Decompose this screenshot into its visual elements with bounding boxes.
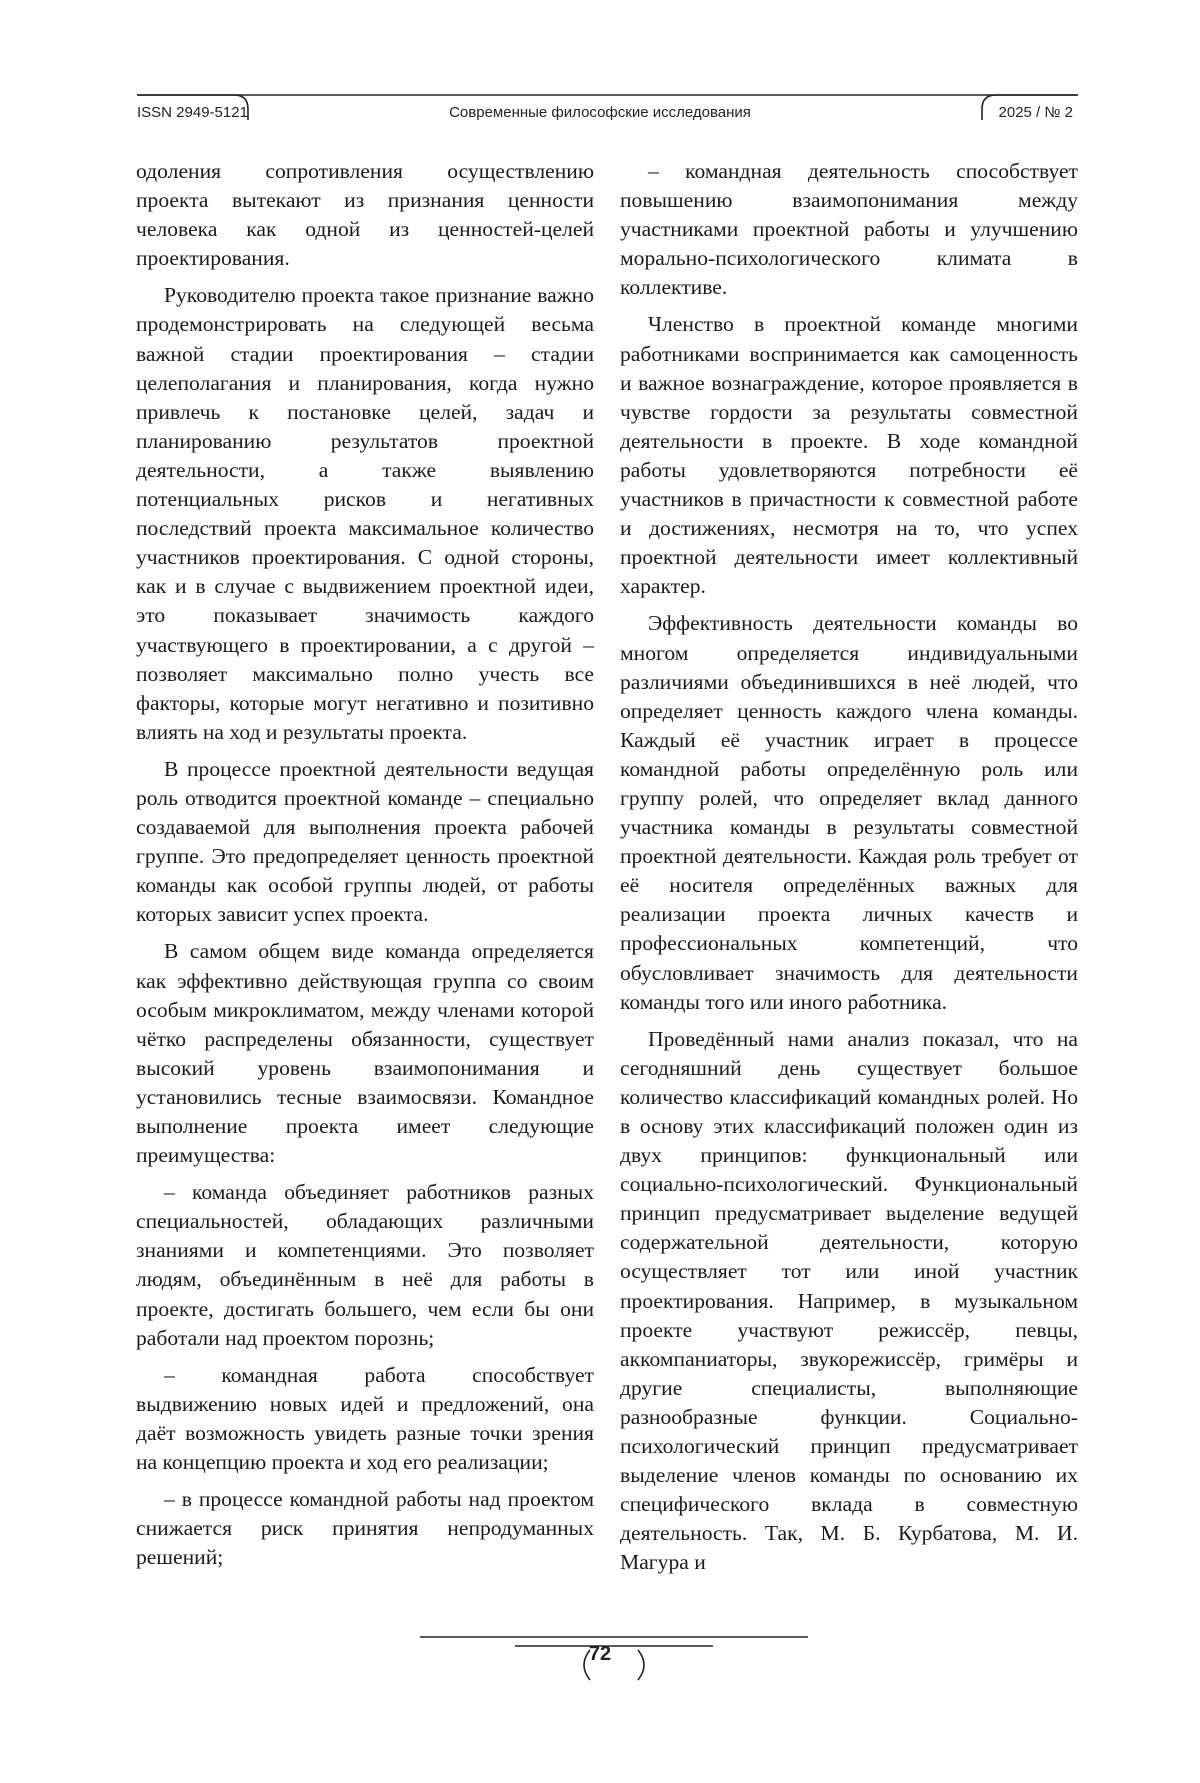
list-item: – в процессе командной работы над проектом снижается риск принятия непродуманных решений; — [136, 1487, 594, 1570]
paragraph: В самом общем виде команда определяется как эффективно действующая группа со своим особым микроклиматом, между членами которой чётко распределены обязанности, существует высокий уровень взаимопонимания и установились тесные взаимосвязи. Командное выполнение проекта имеет следующие преимущества: — [136, 939, 594, 1168]
footer-frame — [0, 1620, 1200, 1720]
paragraph: Руководителю проекта такое признание важно продемонстрировать на следующей весьма важной стадии проектирования – стадии целеполагания и планирования, когда нужно привлечь к постановке целей, задач и планированию результатов проектной деятельности, а также выявлению потенциальных рисков и негативных последствий проекта максимальное количество участников проектирования. С одной стороны, как и в случае с выдвижением проектной идеи, это показывает значимость каждого участвующего в проектировании, а с другой – позволяет максимально полно учесть все факторы, которые могут негативно и позитивно влиять на ход и результаты проекта. — [136, 283, 594, 744]
issn-label: ISSN 2949-5121 — [137, 104, 248, 121]
paragraph: одоления сопротивления осуществлению проекта вытекают из признания ценности человека как одной из ценностей-целей проектирования. — [136, 159, 594, 271]
page-number: 72 — [588, 1643, 612, 1665]
left-column — [136, 157, 594, 1572]
right-column — [620, 157, 1078, 1578]
paragraph: Членство в проектной команде многими работниками воспринимается как самоценность и важное вознаграждение, которое проявляется в чувстве гордости за результаты совместной деятельности в проекте. В ходе командной работы удовлетворяются потребности её участников в причастности к совместной работе и достижениях, несмотря на то, что успех проектной деятельности имеет коллективный характер. — [620, 312, 1078, 599]
issue-label: 2025 / № 2 — [998, 104, 1073, 121]
journal-title: Современные философские исследования — [449, 104, 751, 121]
list-item: – командная работа способствует выдвижению новых идей и предложений, она даёт возможность увидеть разные точки зрения на концепцию проекта и ход его реализации; — [136, 1362, 594, 1475]
paragraph: Эффективность деятельности команды во многом определяется индивидуальными различиями объединившихся в неё людей, что определяет ценность каждого члена команды. Каждый её участник играет в процессе командной работы определённую роль или группу ролей, что определяет вклад данного участника команды в результаты совместной проектной деятельности. Каждая роль требует от её носителя определённых важных для реализации проекта личных качеств и профессиональных компетенций, что обусловливает значимость для деятельности команды того или иного работника. — [620, 611, 1078, 1014]
list-item: – командная деятельность способствует повышению взаимопонимания между участниками проектной работы и улучшению морально-психологического климата в коллективе. — [620, 159, 1078, 300]
list-item: – команда объединяет работников разных специальностей, обладающих различными знаниями и компетенциями. Это позволяет людям, объединённым в неё для работы в проекте, достигать большего, чем если бы они работали над проектом порознь; — [136, 1180, 594, 1350]
paragraph: Проведённый нами анализ показал, что на сегодняшний день существует большое количество классификаций командных ролей. Но в основу этих классификаций положен один из двух принципов: функциональный или социально-психологический. Функциональный принцип предусматривает выделение ведущей содержательной деятельности, которую осуществляет тот или иной участник проектирования. Например, в музыкальном проекте участвуют режиссёр, певцы, аккомпаниаторы, звукорежиссёр, гримёры и другие специалисты, выполняющие разнообразные функции. Социально-психологический принцип предусматривает выделение членов команды по основанию их специфического вклада в совместную деятельность. Так, М. Б. Курбатова, М. И. Магура и — [620, 1026, 1078, 1575]
paragraph: В процессе проектной деятельности ведущая роль отводится проектной команде – специально создаваемой для выполнения проекта рабочей группе. Это предопределяет ценность проектной команды как особой группы людей, от работы которых зависит успех проекта. — [136, 756, 594, 927]
